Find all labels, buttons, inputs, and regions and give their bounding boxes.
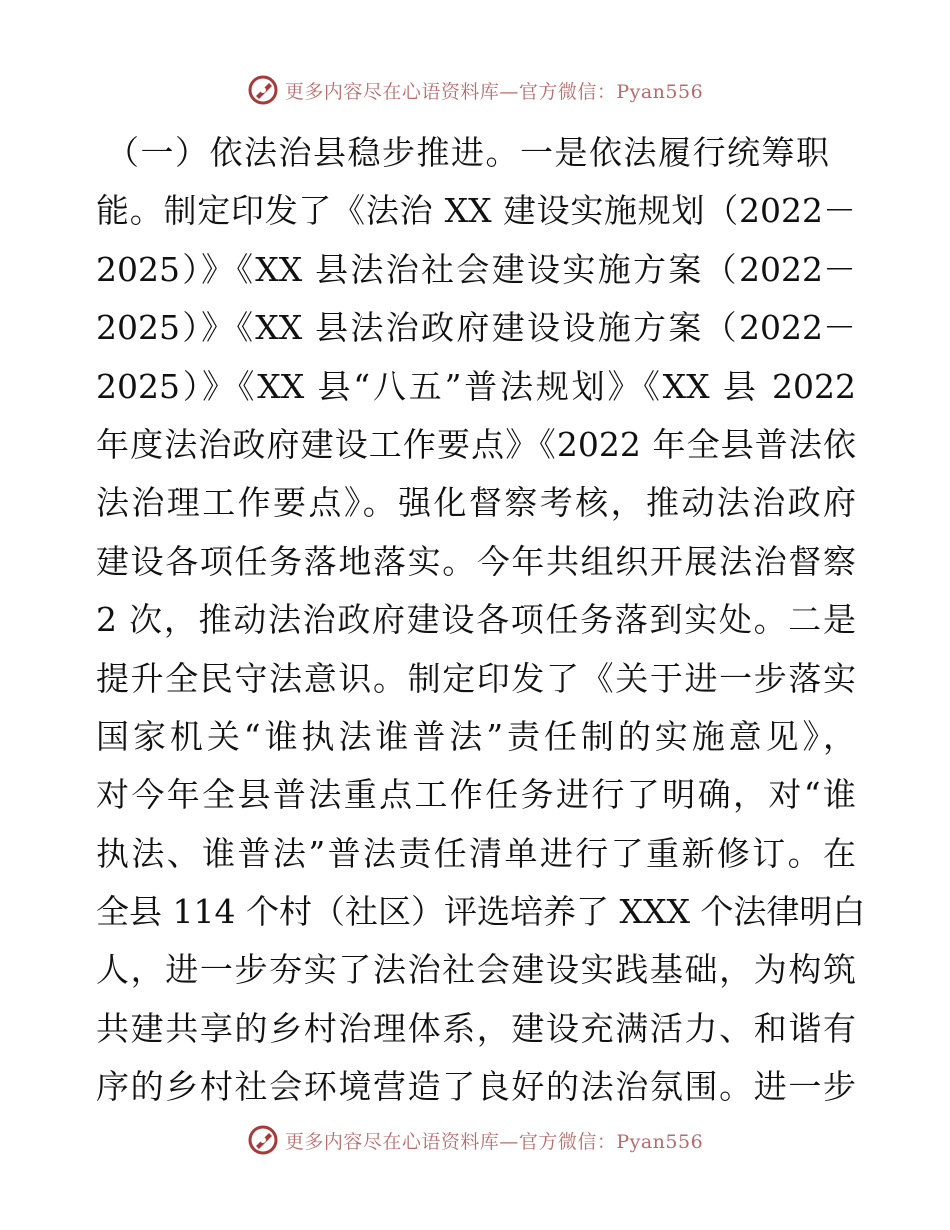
seal-logo-icon <box>247 1124 279 1156</box>
header-banner-text: 更多内容尽在心语资料库—官方微信：Pyan556 <box>284 80 704 103</box>
body-paragraph <box>96 124 866 1117</box>
footer-banner <box>0 1122 950 1158</box>
text-line: 对今年全县普法重点工作任务进行了明确，对“谁 <box>96 775 856 815</box>
text-line: 2025）》《XX 县法治社会建设实施方案（2022－ <box>96 249 856 289</box>
text-line: 国家机关“谁执法谁普法”责任制的实施意见》， <box>96 716 856 756</box>
text-line: 提升全民守法意识。制定印发了《关于进一步落实 <box>96 658 856 698</box>
seal-logo-icon <box>247 74 279 106</box>
text-line: 人，进一步夯实了法治社会建设实践基础，为构筑 <box>96 950 856 990</box>
text-line: 法治理工作要点》。强化督察考核，推动法治政府 <box>96 483 856 523</box>
text-line: （一）依法治县稳步推进。一是依法履行统筹职 <box>106 133 831 172</box>
footer-banner-text: 更多内容尽在心语资料库—官方微信：Pyan556 <box>284 1130 704 1153</box>
text-line: 能。制定印发了《法治 XX 建设实施规划（2022－ <box>96 191 856 231</box>
text-line: 全县 114 个村（社区）评选培养了 XXX 个法律明白 <box>96 892 866 932</box>
text-line: 建设各项任务落地落实。今年共组织开展法治督察 <box>96 541 856 581</box>
text-line: 序的乡村社会环境营造了良好的法治氛围。进一步 <box>96 1067 856 1107</box>
header-banner <box>0 72 950 108</box>
text-line: 年度法治政府建设工作要点》《2022 年全县普法依 <box>96 424 856 464</box>
text-line: 2025）》《XX 县“八五”普法规划》《XX 县 2022 <box>96 366 856 406</box>
text-line: 2025）》《XX 县法治政府建设设施方案（2022－ <box>96 308 856 348</box>
text-line: 共建共享的乡村治理体系，建设充满活力、和谐有 <box>96 1008 856 1048</box>
text-line: 执法、谁普法”普法责任清单进行了重新修订。在 <box>96 833 856 873</box>
text-line: 2 次，推动法治政府建设各项任务落到实处。二是 <box>96 600 856 640</box>
